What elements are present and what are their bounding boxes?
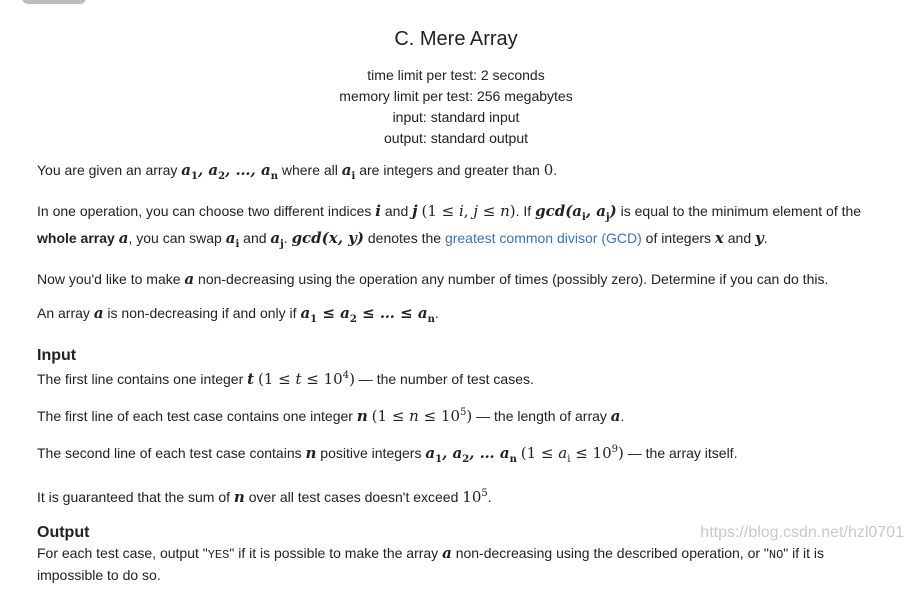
input-line: It is guaranteed that the sum of n over all test cases doesn't exceed $10^5$. (37, 488, 492, 506)
output-spec: output: standard output (384, 130, 528, 146)
input-section-title: Input (37, 347, 77, 364)
statement-paragraph: In one operation, you can choose two different indices i and j (1 ≤ i, j ≤ n). If $\gcd(a_i$, $a_j$) is equal to the minimum element of the whole array a, you can swap $a_i$ and $a_j$. gcd(x, y) denotes the greatest common divisor (GCD) of integers x and y. (37, 202, 862, 250)
statement-paragraph: An array a is non-decreasing if and only if $a_1 \le a_2$ ≤ … ≤ $a_n$. (37, 304, 439, 325)
memory-limit: memory limit per test: 256 megabytes (339, 88, 573, 104)
problem-title: C. Mere Array (394, 28, 518, 50)
problem-header (0, 28, 912, 149)
top-tab[interactable] (22, 0, 86, 4)
math-expr: $a_1$, $a_2$, …, $a_n$ (181, 161, 278, 182)
time-limit: time limit per test: 2 seconds (367, 67, 545, 83)
input-line: The second line of each test case contains n positive integers $a_1$, $a_2$, … $a_n$ $(1 \le a_i \le 10^9)$ — the array itself. (37, 444, 738, 465)
input-line: The first line contains one integer t $(1 \le t \le 10^4)$ — the number of test cases. (37, 370, 534, 388)
statement-paragraph: Now you'd like to make a non-decreasing using the operation any number of times (possibly zero). Determine if you can do this. (37, 270, 829, 288)
output-section-title: Output (37, 524, 90, 541)
statement-paragraph: You are given an array $a_1$, $a_2$, …, $a_n$ where all $a_i$ are integers and greater than 0. (37, 161, 558, 182)
input-spec: input: standard input (392, 109, 520, 125)
output-text: For each test case, output "YES" if it is possible to make the array a non-decreasing using the described operation, or "NO" if it is impossible to do so. (37, 544, 825, 583)
watermark: https://blog.csdn.net/hzl0701 (700, 524, 904, 541)
input-line: The first line of each test case contains one integer n $(1 \le n \le 10^5)$ — the length of array a. (37, 407, 625, 425)
gcd-link[interactable]: greatest common divisor (GCD) (444, 230, 642, 246)
